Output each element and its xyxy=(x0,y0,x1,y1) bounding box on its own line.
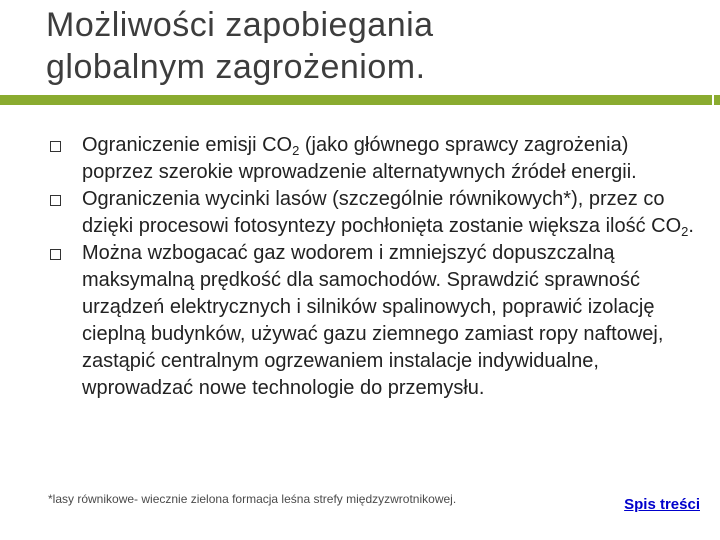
accent-bar-main xyxy=(0,95,712,105)
square-bullet-icon xyxy=(50,249,61,260)
bullet-item xyxy=(50,240,700,402)
accent-bar-end xyxy=(714,95,720,105)
bullet-text xyxy=(82,134,637,183)
bullet-item xyxy=(50,186,700,240)
bullet-text-part: Ograniczenie emisji CO xyxy=(82,134,293,156)
bullet-text-part: Można wzbogacać gaz wodorem i zmniejszyć dopuszczalną maksymalną prędkość dla samochodów. Sprawdzić sprawność urządzeń elektrycznych i silników spalinowych, poprawić izolację cieplną budynków, używać gazu ziemnego zamiast ropy naftowej, zastąpić centralnym ogrzewaniem instalacje indywidualne, wprowadzać nowe technologie do przemysłu. xyxy=(82,242,664,399)
bullet-item xyxy=(50,132,700,186)
title-line-1: Możliwości zapobiegania xyxy=(46,6,434,44)
title-line-2: globalnym zagrożeniom. xyxy=(46,48,426,86)
square-bullet-icon xyxy=(50,195,61,206)
subscript: 2 xyxy=(292,143,300,158)
bullet-text xyxy=(82,188,694,237)
footnote: *lasy równikowe- wiecznie zielona formacja leśna strefy międzyzwrotnikowej. xyxy=(48,492,457,506)
accent-bar xyxy=(0,95,720,105)
bullet-text-part: Ograniczenia wycinki lasów (szczególnie równikowych*), przez co dzięki procesowi fotosyntezy pochłonięta zostanie większa ilość CO xyxy=(82,188,682,237)
bullet-text-part: (jako głównego sprawcy zagrożenia) poprzez szerokie wprowadzenie alternatywnych źródeł energii. xyxy=(82,134,637,183)
table-of-contents-link[interactable]: Spis treści xyxy=(624,496,700,513)
square-bullet-icon xyxy=(50,141,61,152)
bullet-list xyxy=(50,132,700,402)
bullet-text-part: . xyxy=(688,215,694,237)
slide-title xyxy=(46,4,686,88)
bullet-text xyxy=(82,242,663,399)
subscript: 2 xyxy=(681,224,689,239)
